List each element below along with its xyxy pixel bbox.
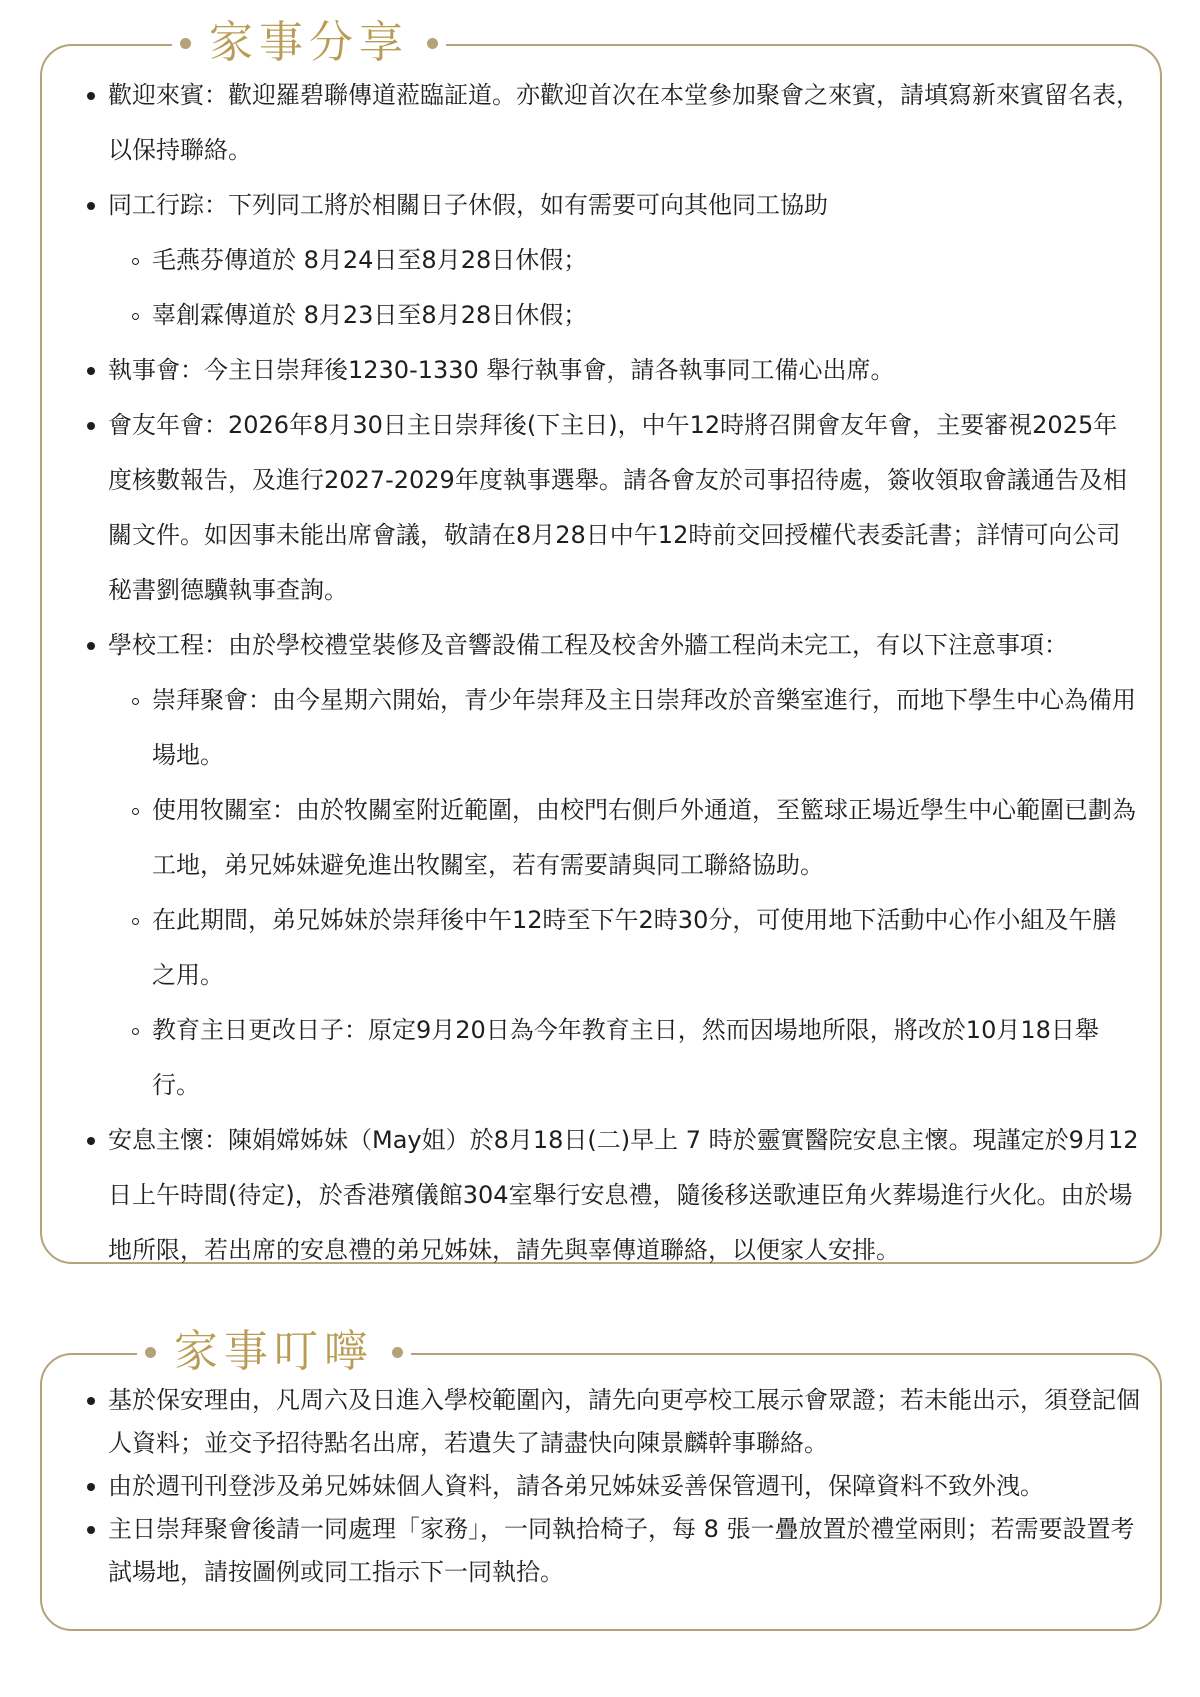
item-text: 主日崇拜聚會後請一同處理「家務」，一同執拾椅子，每 8 張一疊放置於禮堂兩則；若需要設置考試場地，請按圖例或同工指示下一同執拾。 [108, 1515, 1135, 1586]
sub-item-text: 毛燕芬傳道於 8月24日至8月28日休假； [152, 246, 588, 274]
list-item [82, 1113, 1140, 1278]
bullet-icon [82, 398, 100, 453]
item-text: 歡迎來賓：歡迎羅碧聯傳道蒞臨証道。亦歡迎首次在本堂參加聚會之來賓，請填寫新來賓留名表，以保持聯絡。 [108, 81, 1140, 164]
bullet-icon [82, 68, 100, 123]
item-text: 學校工程：由於學校禮堂裝修及音響設備工程及校舍外牆工程尚未完工，有以下注意事項： [108, 631, 1068, 659]
announcement-list [82, 68, 1140, 1278]
sub-list [108, 233, 1140, 343]
bullet-icon [82, 178, 100, 233]
sub-list-item [108, 288, 1140, 343]
title-dot-left [145, 1347, 156, 1358]
sub-list-item [108, 783, 1140, 893]
bullet-icon [82, 1508, 100, 1551]
item-text: 由於週刊刊登涉及弟兄姊妹個人資料，請各弟兄姊妹妥善保管週刊，保障資料不致外洩。 [108, 1472, 1044, 1500]
reminder-list [82, 1379, 1140, 1594]
list-item [82, 1465, 1140, 1508]
title-dot-left [180, 38, 191, 49]
announcements-section [40, 17, 1162, 1264]
item-text: 安息主懷：陳娟嫦姊妹（May姐）於8月18日(二)早上 7 時於靈實醫院安息主懷。現謹定於9月12日上午時間(待定)，於香港殯儀館304室舉行安息禮，隨後移送歌連臣角火葬場進行火化。由於場地所限，若出席的安息禮的弟兄姊妹，請先與辜傳道聯絡，以便家人安排。 [108, 1126, 1139, 1264]
circle-bullet-icon [126, 233, 144, 288]
sub-item-text: 在此期間，弟兄姊妹於崇拜後中午12時至下午2時30分，可使用地下活動中心作小組及午膳之用。 [152, 906, 1117, 989]
list-item [82, 343, 1140, 398]
list-item [82, 178, 1140, 343]
sub-item-text: 使用牧關室：由於牧關室附近範圍，由校門右側戶外通道，至籃球正場近學生中心範圍已劃為工地，弟兄姊妹避免進出牧關室，若有需要請與同工聯絡協助。 [152, 796, 1136, 879]
sub-list-item [108, 893, 1140, 1003]
sub-item-text: 教育主日更改日子：原定9月20日為今年教育主日，然而因場地所限，將改於10月18日舉行。 [152, 1016, 1099, 1099]
circle-bullet-icon [126, 783, 144, 838]
sub-item-text: 辜創霖傳道於 8月23日至8月28日休假； [152, 301, 588, 329]
title-dot-right [427, 38, 438, 49]
section-title: 家事分享 [209, 17, 409, 68]
sub-item-text: 崇拜聚會：由今星期六開始，青少年崇拜及主日崇拜改於音樂室進行，而地下學生中心為備用場地。 [152, 686, 1136, 769]
item-text: 基於保安理由，凡周六及日進入學校範圍內，請先向更亭校工展示會眾證；若未能出示，須登記個人資料；並交予招待點名出席，若遺失了請盡快向陳景麟幹事聯絡。 [108, 1386, 1140, 1457]
list-item [82, 1379, 1140, 1465]
bullet-icon [82, 1465, 100, 1508]
circle-bullet-icon [126, 673, 144, 728]
sub-list [108, 673, 1140, 1113]
bullet-icon [82, 343, 100, 398]
reminders-section [40, 1326, 1162, 1631]
title-dot-right [392, 1347, 403, 1358]
list-item [82, 1508, 1140, 1594]
list-item [82, 68, 1140, 178]
section-title-wrap [137, 1317, 411, 1387]
item-text: 執事會：今主日崇拜後1230-1330 舉行執事會，請各執事同工備心出席。 [108, 356, 895, 384]
item-text: 同工行踪：下列同工將於相關日子休假，如有需要可向其他同工協助 [108, 191, 828, 219]
list-item [82, 618, 1140, 1113]
bullet-icon [82, 1379, 100, 1422]
sub-list-item [108, 233, 1140, 288]
circle-bullet-icon [126, 288, 144, 343]
sub-list-item [108, 673, 1140, 783]
bullet-icon [82, 1113, 100, 1168]
circle-bullet-icon [126, 1003, 144, 1058]
bullet-icon [82, 618, 100, 673]
circle-bullet-icon [126, 893, 144, 948]
list-item [82, 398, 1140, 618]
item-text: 會友年會：2026年8月30日主日崇拜後(下主日)，中午12時將召開會友年會，主要審視2025年度核數報告，及進行2027-2029年度執事選舉。請各會友於司事招待處，簽收領取會議通告及相關文件。如因事未能出席會議，敬請在8月28日中午12時前交回授權代表委託書；詳情可向公司秘書劉德驥執事查詢。 [108, 411, 1127, 604]
section-title: 家事叮嚀 [174, 1326, 374, 1377]
sub-list-item [108, 1003, 1140, 1113]
